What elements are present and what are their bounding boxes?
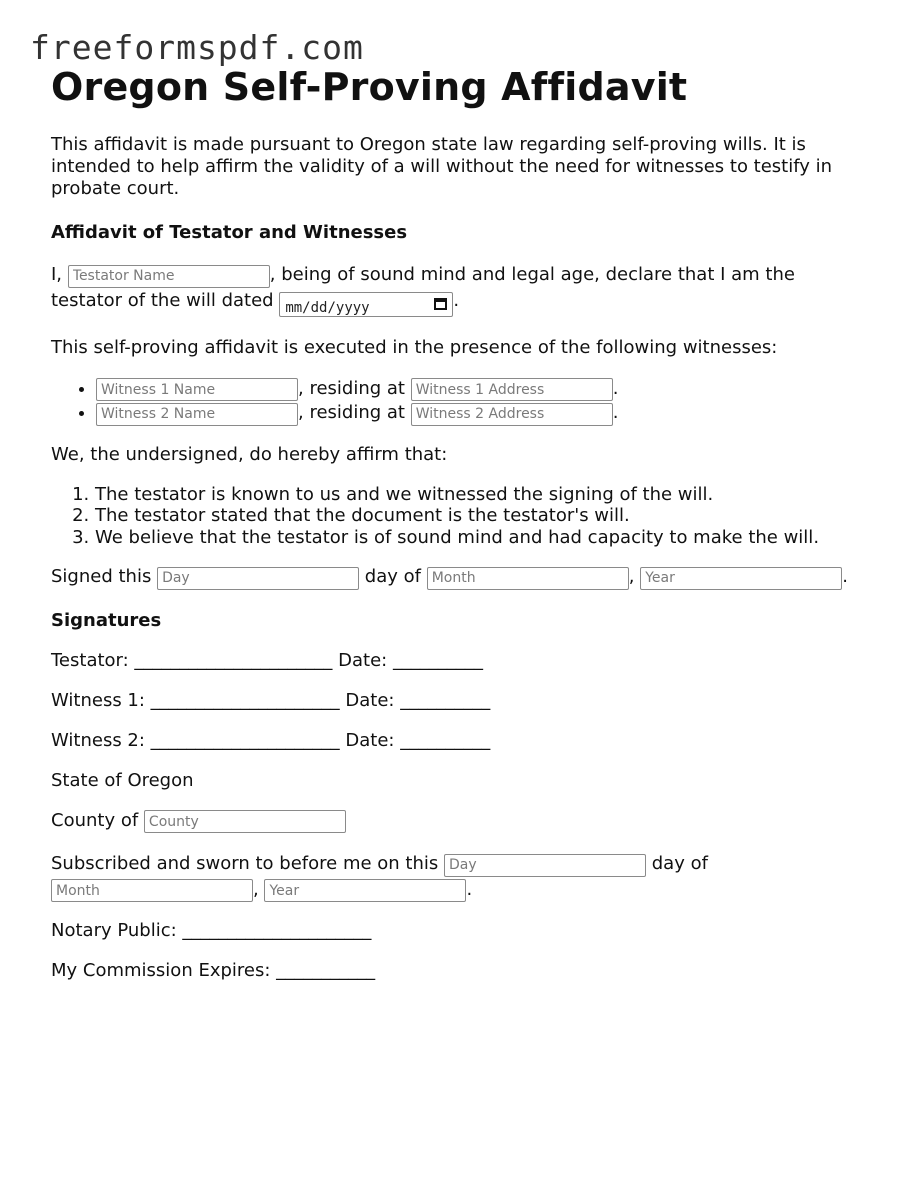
signed-day-of: day of: [364, 566, 421, 587]
witness-end: .: [612, 377, 619, 399]
calendar-icon[interactable]: [434, 298, 447, 310]
commission-line: My Commission Expires: ___________: [51, 960, 376, 981]
declaration-paragraph: [51, 262, 851, 317]
signed-date-line: [51, 566, 851, 590]
state-line: State of Oregon: [51, 769, 194, 791]
witness-1-name-input[interactable]: [96, 378, 298, 401]
declaration-suffix: .: [453, 289, 460, 311]
intro-paragraph: This affidavit is made pursuant to Oregon state law regarding self-proving wills. It is intended to help affirm the validity of a will without the need for witnesses to testify in probate court.: [51, 134, 833, 199]
testator-name-input[interactable]: [68, 265, 270, 288]
witness-list: [51, 377, 851, 426]
signed-prefix: Signed this: [51, 566, 152, 587]
affirm-intro: We, the undersigned, do hereby affirm that:: [51, 443, 448, 465]
witness-1-signature-line: Witness 1: _____________________ Date: __________: [51, 689, 491, 711]
witness-2-address-input[interactable]: [411, 403, 613, 426]
sworn-day-of: day of: [651, 853, 708, 874]
witness-2-name-input[interactable]: [96, 403, 298, 426]
presence-paragraph: This self-proving affidavit is executed in the presence of the following witnesses:: [51, 336, 778, 358]
witness-end: .: [612, 402, 619, 423]
sworn-prefix: Subscribed and sworn to before me on this: [51, 853, 439, 874]
testator-signature-line: Testator: ______________________ Date: __________: [51, 649, 483, 671]
sworn-day-input[interactable]: [444, 854, 646, 877]
signed-day-input[interactable]: [157, 567, 359, 590]
county-line: [51, 810, 851, 834]
witness-residing-label: , residing at: [298, 377, 405, 399]
witness-item: [96, 401, 851, 426]
affirmation-item: 1. The testator is known to us and we witnessed the signing of the will.: [95, 484, 851, 506]
sworn-month-input[interactable]: [51, 879, 253, 902]
will-date-placeholder: mm/dd/yyyy: [285, 299, 370, 316]
affirmation-item: 2. The testator stated that the document is the testator's will.: [95, 505, 851, 527]
witness-2-signature-line: Witness 2: _____________________ Date: __________: [51, 729, 491, 751]
page-title: Oregon Self-Proving Affidavit: [51, 65, 688, 109]
sworn-end: .: [466, 878, 473, 900]
sworn-comma: ,: [253, 878, 259, 900]
watermark: freeformspdf.com: [30, 28, 364, 67]
county-input[interactable]: [144, 810, 346, 833]
will-date-input[interactable]: [279, 292, 453, 317]
signed-comma: ,: [628, 566, 635, 587]
declaration-middle: , being of sound mind and legal age, declare that I am the testator of the will dated: [51, 264, 795, 311]
declaration-prefix: I,: [51, 264, 63, 285]
witness-1-address-input[interactable]: [411, 378, 613, 401]
signed-end: .: [842, 566, 848, 587]
signatures-heading: Signatures: [51, 609, 162, 631]
affirmation-list: [51, 484, 851, 549]
sworn-line: [51, 851, 851, 902]
witness-item: [96, 377, 851, 402]
affirmation-item: 3. We believe that the testator is of sound mind and had capacity to make the will.: [95, 527, 851, 549]
sworn-year-input[interactable]: [264, 879, 466, 902]
signed-year-input[interactable]: [640, 567, 842, 590]
section-heading: Affidavit of Testator and Witnesses: [51, 222, 408, 243]
county-label: County of: [51, 809, 139, 831]
notary-line: Notary Public: _____________________: [51, 920, 372, 941]
witness-residing-label: , residing at: [298, 402, 405, 423]
affidavit-form: [51, 64, 851, 982]
signed-month-input[interactable]: [427, 567, 629, 590]
